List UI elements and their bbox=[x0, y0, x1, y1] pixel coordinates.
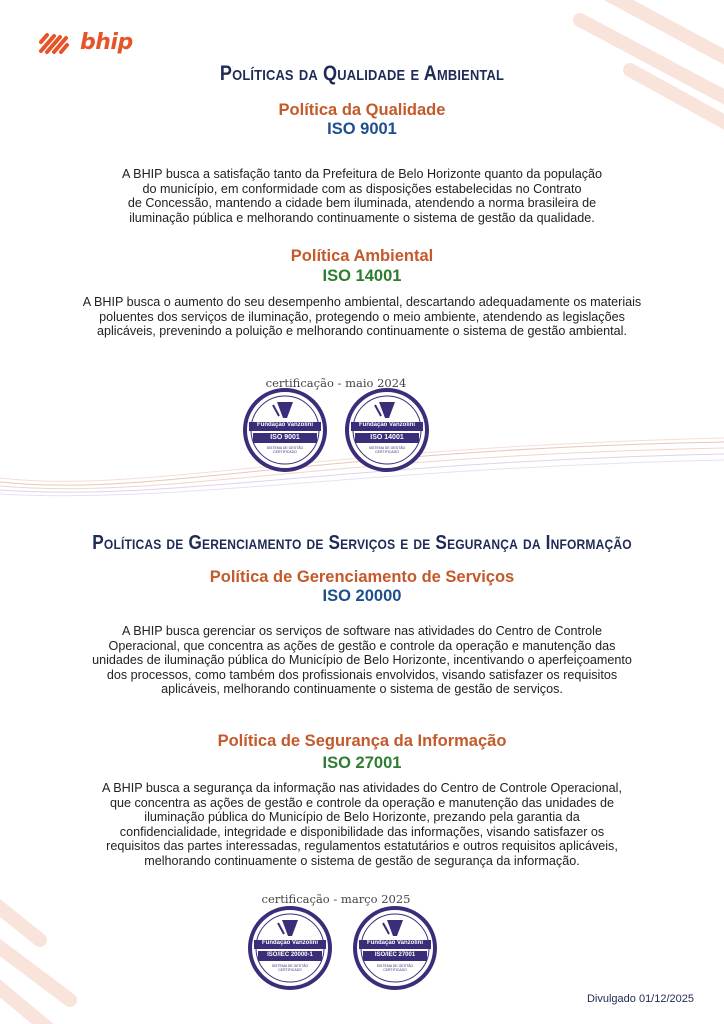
seal-org: Fundação Vanzolini bbox=[366, 940, 423, 946]
services-iso: ISO 20000 bbox=[322, 587, 402, 605]
seal-line1: SISTEMA DE GESTÃO bbox=[266, 446, 304, 450]
vanzolini-seal-iso-20000 bbox=[248, 906, 332, 990]
bhip-logo-text: bhip bbox=[80, 29, 133, 55]
section-title-quality-environmental: Políticas da Qualidade e Ambiental bbox=[219, 62, 505, 85]
services-line: A BHIP busca gerenciar os serviços de software nas atividades do Centro de Controle bbox=[122, 624, 602, 638]
bhip-logo-mark bbox=[38, 28, 76, 56]
quality-line: A BHIP busca a satisfação tanto da Prefeitura de Belo Horizonte quanto da população bbox=[121, 167, 603, 181]
services-line: unidades de iluminação pública do Município de Belo Horizonte, incentivando o aperfeiçoamento bbox=[92, 653, 632, 668]
seal-standard: ISO/IEC 27001 bbox=[374, 952, 416, 958]
security-line: melhorando continuamente o sistema de gestão de segurança da informação. bbox=[144, 853, 580, 868]
security-policy-text bbox=[50, 781, 674, 869]
quality-policy-text bbox=[50, 167, 674, 225]
seal-org: Fundação Vanzolini bbox=[261, 940, 318, 946]
security-policy-title: Política de Segurança da Informação bbox=[217, 732, 507, 750]
security-line: que concentra as ações de gestão e controle da operação e manutenção das unidades de bbox=[109, 795, 615, 810]
section-title-services-security: Políticas de Gerenciamento de Serviços e de Segurança da Informação bbox=[92, 532, 632, 554]
security-line: iluminação pública do Município de Belo Horizonte, prezando pela garantia da bbox=[144, 810, 580, 825]
bhip-logo bbox=[38, 28, 133, 56]
seal-line1: SISTEMA DE GESTÃO bbox=[368, 446, 406, 450]
seal-line2: CERTIFICADO bbox=[375, 450, 399, 454]
quality-line: do município, em conformidade com as disposições estabelecidas no Contrato bbox=[142, 181, 582, 196]
environmental-policy-text bbox=[50, 295, 674, 339]
seal-line1: SISTEMA DE GESTÃO bbox=[271, 964, 309, 968]
seal-line2: CERTIFICADO bbox=[273, 450, 297, 454]
environmental-iso: ISO 14001 bbox=[322, 267, 402, 285]
services-policy-text bbox=[50, 624, 674, 697]
certification-label-2025: certificação - março 2025 bbox=[261, 892, 411, 906]
quality-line: de Concessão, mantendo a cidade bem iluminada, atendendo a norma brasileira de bbox=[127, 196, 597, 211]
quality-iso: ISO 9001 bbox=[327, 120, 397, 138]
seal-standard: ISO/IEC 20000-1 bbox=[267, 952, 313, 958]
services-line: Operacional, que concentra as ações de gestão e controle da operação e manutenção das bbox=[108, 638, 616, 653]
vanzolini-seal-iso-14001 bbox=[345, 388, 429, 472]
environmental-line: poluentes dos serviços de iluminação, protegendo o meio ambiente, atendendo as legislações bbox=[99, 309, 625, 324]
security-iso: ISO 27001 bbox=[322, 754, 402, 772]
security-line: requisitos das partes interessadas, regulamentos estatutários e outros requisitos aplicáveis, bbox=[106, 839, 618, 854]
seal-org: Fundação Vanzolini bbox=[358, 422, 415, 428]
environmental-line: A BHIP busca o aumento do seu desempenho ambiental, descartando adequadamente os materiais bbox=[82, 295, 642, 309]
seal-line2: CERTIFICADO bbox=[383, 968, 407, 972]
services-policy-title: Política de Gerenciamento de Serviços bbox=[209, 568, 515, 586]
security-line: A BHIP busca a segurança da informação nas atividades do Centro de Controle Operacional, bbox=[102, 781, 622, 795]
seal-standard: ISO 9001 bbox=[270, 434, 300, 441]
quality-policy-title: Política da Qualidade bbox=[278, 101, 446, 119]
environmental-line: aplicáveis, prevenindo a poluição e melhorando continuamente o sistema de gestão ambiental. bbox=[97, 324, 627, 339]
services-line: dos processos, como também dos profissionais envolvidos, visando satisfazer os requisitos bbox=[106, 667, 618, 682]
seal-line1: SISTEMA DE GESTÃO bbox=[376, 964, 414, 968]
seal-standard: ISO 14001 bbox=[370, 434, 404, 441]
certification-label-2024: certificação - maio 2024 bbox=[265, 376, 407, 390]
seal-org: Fundação Vanzolini bbox=[256, 422, 313, 428]
published-date: Divulgado 01/12/2025 bbox=[586, 993, 694, 1005]
environmental-policy-title: Política Ambiental bbox=[290, 247, 434, 265]
quality-line: iluminação pública e melhorando continuamente o sistema de gestão da qualidade. bbox=[129, 210, 595, 225]
vanzolini-seal-iso-27001 bbox=[353, 906, 437, 990]
vanzolini-seal-iso-9001 bbox=[243, 388, 327, 472]
seal-line2: CERTIFICADO bbox=[278, 968, 302, 972]
services-line: aplicáveis, melhorando continuamente o sistema de gestão de serviços. bbox=[161, 682, 563, 697]
security-line: confidencialidade, integridade e disponibilidade das informações, visando satisfazer os bbox=[119, 824, 605, 839]
